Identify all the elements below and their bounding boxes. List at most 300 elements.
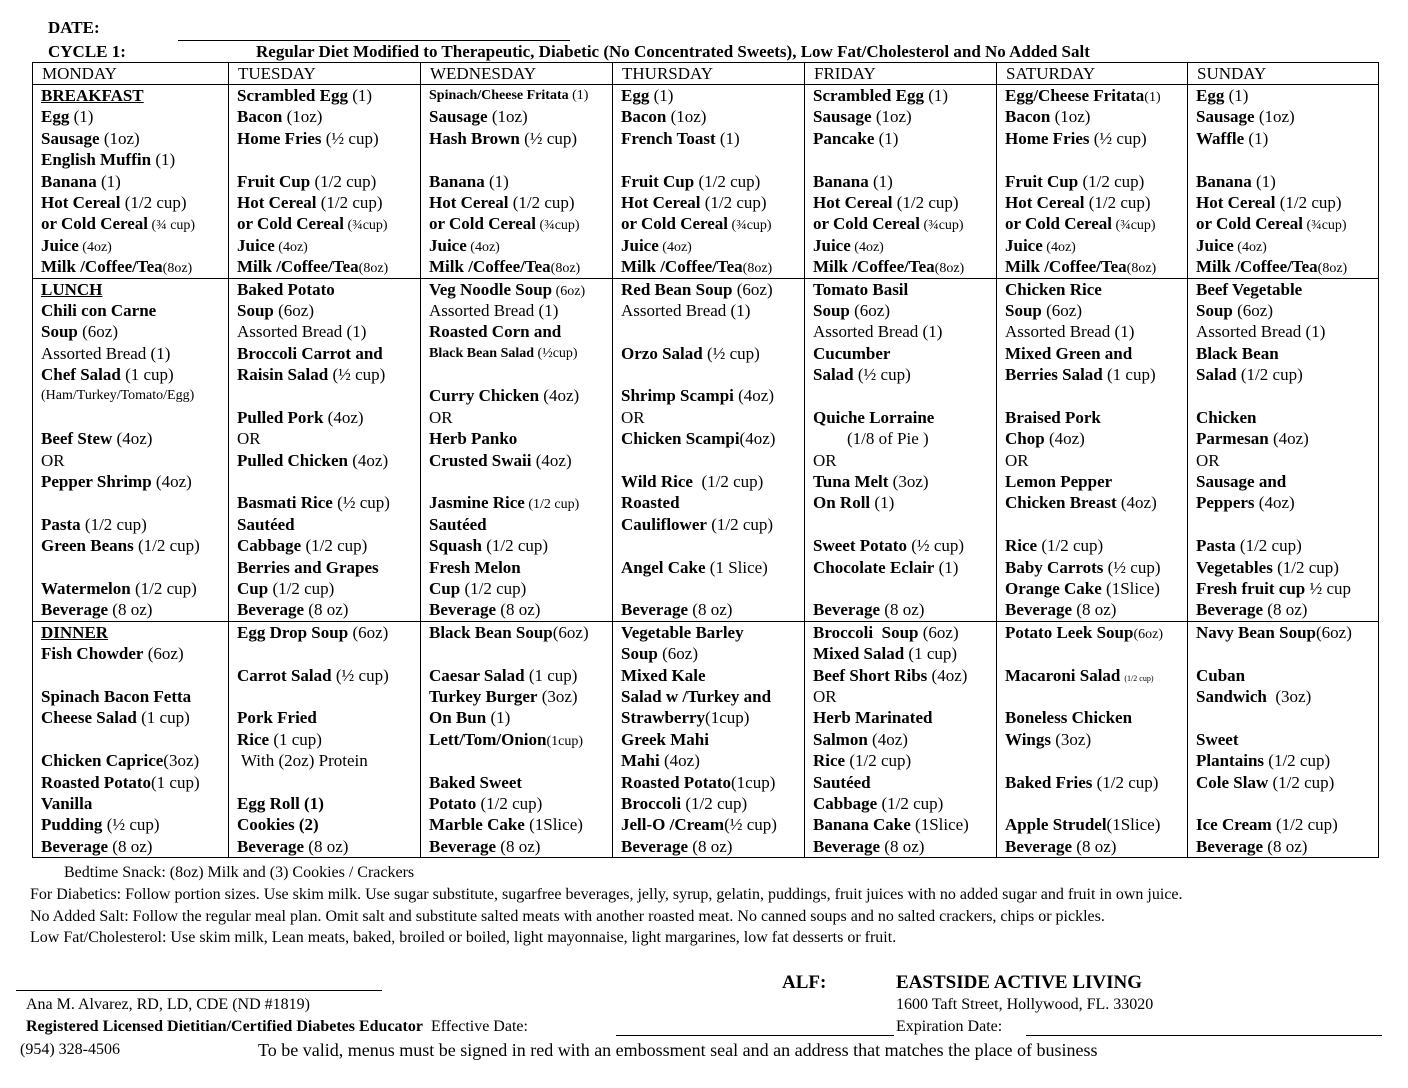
item-portion: (1/2 cup) bbox=[1264, 751, 1331, 771]
item-name: OR bbox=[41, 450, 65, 470]
item-portion: (6oz) bbox=[77, 322, 118, 342]
menu-item bbox=[621, 407, 804, 428]
item-name: or Cold Cereal bbox=[1005, 214, 1113, 234]
menu-item bbox=[621, 707, 804, 728]
menu-item bbox=[1005, 428, 1187, 449]
bedtime-snack-note: Bedtime Snack: (8oz) Milk and (3) Cookies / Crackers bbox=[64, 864, 415, 881]
day-header: MONDAY bbox=[33, 63, 229, 85]
no-added-salt-note: No Added Salt: Follow the regular meal plan. Omit salt and substitute salted meats with another roasted meat. No canned soups and no salted crackers, chips or pickles. bbox=[30, 908, 1105, 925]
item-name: Quiche Lorraine bbox=[813, 407, 935, 427]
menu-item bbox=[1196, 213, 1378, 234]
item-portion: (1/2 cup) bbox=[1084, 192, 1151, 212]
item-portion: (1/2 cup) bbox=[310, 171, 377, 191]
menu-item bbox=[621, 128, 804, 149]
item-name: Broccoli Carrot and bbox=[237, 343, 383, 363]
item-portion: (1cup) bbox=[546, 733, 583, 749]
item-portion: (4oz) bbox=[659, 751, 700, 771]
menu-item bbox=[1196, 128, 1378, 149]
menu-item bbox=[237, 428, 420, 449]
menu-item bbox=[813, 149, 996, 170]
menu-item bbox=[621, 535, 804, 556]
menu-item bbox=[1196, 492, 1378, 513]
menu-item bbox=[237, 793, 420, 814]
item-name: Cabbage bbox=[813, 793, 878, 813]
menu-item bbox=[237, 686, 420, 707]
item-portion: (1/2 cup) bbox=[694, 171, 761, 191]
item-name: Baked Sweet bbox=[429, 772, 523, 792]
item-name: (Ham/Turkey/Tomato/Egg) bbox=[41, 388, 195, 404]
menu-item bbox=[813, 599, 996, 620]
dietitian-name: Ana M. Alvarez, RD, LD, CDE (ND #1819) bbox=[26, 996, 310, 1013]
item-portion: (1Slice) bbox=[910, 815, 969, 835]
item-name: Caesar Salad bbox=[429, 665, 525, 685]
menu-item bbox=[1005, 686, 1187, 707]
item-name: Scrambled Egg bbox=[813, 86, 924, 105]
menu-item bbox=[429, 171, 612, 192]
item-name: or Cold Cereal bbox=[237, 214, 345, 234]
menu-item bbox=[41, 557, 228, 578]
item-name: Macaroni Salad bbox=[1005, 665, 1121, 685]
item-name: Beverage bbox=[621, 836, 689, 856]
item-portion: (1/2 cup) bbox=[133, 536, 200, 556]
item-portion: (½ cup) bbox=[321, 128, 379, 148]
menu-item bbox=[41, 665, 228, 686]
menu-item bbox=[237, 171, 420, 192]
breakfast-cell bbox=[997, 85, 1188, 279]
item-name: Berries and Grapes bbox=[237, 557, 379, 577]
item-name: Black Bean Soup bbox=[429, 622, 553, 642]
item-portion: (1) bbox=[96, 171, 121, 191]
item-name: English Muffin bbox=[41, 150, 152, 170]
lunch-cell bbox=[997, 278, 1188, 621]
item-name: Shrimp Scampi bbox=[621, 386, 734, 406]
item-portion: (1) bbox=[715, 128, 740, 148]
menu-item bbox=[237, 407, 420, 428]
item-portion: (¾ cup) bbox=[148, 218, 196, 234]
item-portion: (8oz) bbox=[934, 261, 965, 277]
meal-heading bbox=[41, 279, 228, 300]
menu-item bbox=[813, 665, 996, 686]
menu-item bbox=[621, 149, 804, 170]
item-portion: (1/2 cup) bbox=[508, 192, 575, 212]
menu-item bbox=[41, 836, 228, 857]
item-name: Beverage bbox=[1196, 600, 1264, 620]
menu-item bbox=[813, 622, 996, 643]
item-name: OR bbox=[1196, 450, 1220, 470]
menu-item bbox=[429, 235, 612, 256]
item-portion: (4oz) bbox=[927, 665, 968, 685]
item-name: Scrambled Egg bbox=[237, 86, 348, 105]
item-portion: (1 cup) bbox=[904, 644, 958, 664]
item-portion: (4oz) bbox=[274, 239, 308, 255]
item-portion: (1) bbox=[1224, 86, 1249, 105]
menu-item bbox=[1005, 514, 1187, 535]
menu-item bbox=[1196, 385, 1378, 406]
item-name: Beef Short Ribs bbox=[813, 665, 928, 685]
menu-item bbox=[429, 686, 612, 707]
item-name: Hot Cereal bbox=[621, 192, 701, 212]
item-portion: (8 oz) bbox=[1072, 836, 1117, 856]
item-portion: (1/2 cup) bbox=[476, 793, 543, 813]
item-portion: (1/2 cup) bbox=[120, 192, 187, 212]
item-portion: (½ cup) bbox=[702, 343, 760, 363]
item-name: Juice bbox=[1005, 235, 1043, 255]
menu-item bbox=[41, 128, 228, 149]
menu-item bbox=[621, 364, 804, 385]
item-name: Sausage bbox=[813, 107, 872, 127]
menu-item bbox=[1196, 235, 1378, 256]
item-portion: (8 oz) bbox=[304, 600, 349, 620]
menu-item bbox=[813, 171, 996, 192]
item-name: Crusted Swaii bbox=[429, 450, 532, 470]
item-portion: (8 oz) bbox=[1072, 600, 1117, 620]
menu-item bbox=[1005, 729, 1187, 750]
menu-item bbox=[237, 149, 420, 170]
item-portion: (1Slice) bbox=[1106, 815, 1161, 835]
item-portion: (1) bbox=[568, 88, 589, 103]
menu-item bbox=[1196, 343, 1378, 364]
lunch-cell bbox=[421, 278, 613, 621]
menu-item bbox=[621, 471, 804, 492]
item-portion: (4oz) bbox=[1254, 493, 1295, 513]
item-portion: (6oz) bbox=[849, 300, 890, 320]
menu-item bbox=[429, 471, 612, 492]
item-portion: (3oz) bbox=[1051, 729, 1092, 749]
item-portion: (1cup) bbox=[731, 772, 776, 792]
item-portion: (8 oz) bbox=[688, 600, 733, 620]
item-portion: (3oz) bbox=[163, 751, 200, 771]
item-portion: (1) bbox=[69, 107, 94, 127]
breakfast-cell bbox=[229, 85, 421, 279]
item-portion: (½ cup) bbox=[906, 536, 965, 556]
item-name: Milk /Coffee/Tea bbox=[621, 257, 743, 277]
item-name: Greek Mahi bbox=[621, 729, 709, 749]
item-name: Pulled Pork bbox=[237, 407, 324, 427]
effective-date-line bbox=[616, 1035, 894, 1036]
menu-item bbox=[429, 729, 612, 750]
menu-item bbox=[237, 599, 420, 620]
item-name: Soup bbox=[813, 300, 850, 320]
item-portion: (6oz) bbox=[657, 644, 698, 664]
menu-item bbox=[237, 665, 420, 686]
item-name: Sautéed bbox=[429, 514, 487, 534]
item-portion: (1/2 cup) bbox=[1272, 557, 1339, 577]
item-name: Parmesan bbox=[1196, 429, 1269, 449]
item-name: Sautéed bbox=[237, 514, 295, 534]
item-portion: (4oz) bbox=[78, 239, 112, 255]
menu-item bbox=[1005, 106, 1187, 127]
item-name: Beverage bbox=[1196, 836, 1264, 856]
item-name: Chicken Caprice bbox=[41, 751, 164, 771]
item-name: Veg Noodle Soup bbox=[429, 279, 553, 299]
menu-item bbox=[429, 665, 612, 686]
menu-item bbox=[41, 343, 228, 364]
item-name: Chef Salad bbox=[41, 365, 121, 385]
menu-item bbox=[813, 407, 996, 428]
item-portion: (1/2 cup) bbox=[268, 578, 335, 598]
item-name: OR bbox=[429, 407, 453, 427]
item-name: Cabbage bbox=[237, 536, 302, 556]
item-name: LUNCH bbox=[41, 279, 103, 299]
dinner-cell bbox=[33, 621, 229, 857]
menu-item bbox=[1005, 85, 1187, 106]
item-name: or Cold Cereal bbox=[1196, 214, 1304, 234]
diabetics-note: For Diabetics: Follow portion sizes. Use skim milk. Use sugar substitute, sugarfree beverages, jelly, syrup, gelatin, puddings, fruit juices with no added sugar and fruit in own juice. bbox=[30, 886, 1183, 903]
menu-item bbox=[237, 256, 420, 277]
lunch-row bbox=[33, 278, 1379, 621]
menu-item bbox=[41, 192, 228, 213]
menu-item bbox=[1005, 772, 1187, 793]
menu-item bbox=[429, 514, 612, 535]
item-portion: (1Slice) bbox=[524, 815, 583, 835]
menu-item bbox=[1005, 385, 1187, 406]
menu-item bbox=[621, 643, 804, 664]
menu-item bbox=[813, 450, 996, 471]
menu-item bbox=[429, 492, 612, 513]
signature-line bbox=[16, 990, 382, 991]
menu-item bbox=[41, 814, 228, 835]
item-name: Assorted Bread (1) bbox=[1196, 322, 1326, 342]
menu-item bbox=[237, 300, 420, 321]
item-portion: (¾cup) bbox=[536, 218, 580, 234]
item-name: Fresh fruit cup bbox=[1196, 578, 1306, 598]
item-name: Beverage bbox=[621, 600, 689, 620]
item-portion: (1/2 cup) bbox=[706, 514, 774, 534]
item-name: Cucumber bbox=[813, 343, 891, 363]
item-name: Salad w /Turkey and bbox=[621, 686, 772, 706]
item-portion: (1) bbox=[486, 708, 511, 728]
menu-item bbox=[813, 514, 996, 535]
item-name: Hot Cereal bbox=[813, 192, 893, 212]
menu-item bbox=[621, 321, 804, 342]
menu-item bbox=[41, 213, 228, 234]
validity-statement: To be valid, menus must be signed in red with an embossment seal and an address that matches the place of business bbox=[258, 1040, 1098, 1060]
item-portion: (4oz) bbox=[867, 729, 908, 749]
menu-item bbox=[1005, 643, 1187, 664]
item-portion: (1/2 cup) bbox=[460, 578, 527, 598]
item-name: Fresh Melon bbox=[429, 557, 521, 577]
item-portion: (1/2 cup) bbox=[1120, 673, 1154, 683]
item-name: Roasted Potato bbox=[621, 772, 732, 792]
item-name: Curry Chicken bbox=[429, 386, 540, 406]
menu-item bbox=[1196, 557, 1378, 578]
item-name: Wild Rice bbox=[621, 472, 693, 492]
breakfast-cell bbox=[805, 85, 997, 279]
menu-item bbox=[237, 772, 420, 793]
item-name: Beverage bbox=[41, 600, 109, 620]
menu-item bbox=[41, 428, 228, 449]
menu-item bbox=[1005, 235, 1187, 256]
menu-item bbox=[429, 772, 612, 793]
menu-item bbox=[621, 622, 804, 643]
menu-item bbox=[813, 85, 996, 106]
item-name: Marble Cake bbox=[429, 815, 525, 835]
menu-item bbox=[429, 385, 612, 406]
menu-item bbox=[813, 428, 996, 449]
item-name: Raisin Salad bbox=[237, 365, 329, 385]
menu-item bbox=[429, 535, 612, 556]
item-name: Red Bean Soup bbox=[621, 279, 733, 299]
menu-item bbox=[237, 343, 420, 364]
item-name: Assorted Bread (1) bbox=[1005, 322, 1135, 342]
menu-item bbox=[1196, 149, 1378, 170]
menu-item bbox=[1196, 686, 1378, 707]
item-portion: (1oz) bbox=[871, 107, 912, 127]
item-name: Banana bbox=[1196, 171, 1252, 191]
item-portion: (1/2 cup) bbox=[1236, 365, 1303, 385]
lunch-cell bbox=[229, 278, 421, 621]
menu-item bbox=[813, 321, 996, 342]
item-portion: (4oz) bbox=[733, 386, 775, 406]
item-portion: (1 cup) bbox=[151, 772, 200, 792]
item-portion: (8 oz) bbox=[108, 836, 153, 856]
item-portion: (3oz) bbox=[1266, 686, 1312, 706]
item-name: Bacon bbox=[237, 107, 283, 127]
item-name: Watermelon bbox=[41, 578, 131, 598]
menu-item bbox=[237, 514, 420, 535]
menu-item bbox=[429, 578, 612, 599]
menu-item bbox=[621, 729, 804, 750]
item-portion: (4oz) bbox=[1042, 239, 1076, 255]
item-portion: (1) bbox=[934, 557, 959, 577]
menu-item bbox=[1005, 793, 1187, 814]
menu-item bbox=[1196, 192, 1378, 213]
item-name: Spinach/Cheese Fritata bbox=[429, 88, 569, 103]
item-name: Mixed Kale bbox=[621, 665, 706, 685]
menu-item bbox=[621, 557, 804, 578]
item-portion: (8oz) bbox=[1317, 261, 1348, 277]
menu-item bbox=[237, 643, 420, 664]
menu-item bbox=[41, 772, 228, 793]
item-name: Herb Panko bbox=[429, 429, 518, 449]
menu-item bbox=[41, 385, 228, 406]
menu-item bbox=[813, 492, 996, 513]
item-portion: (1 cup) bbox=[1102, 365, 1156, 385]
menu-item bbox=[1005, 492, 1187, 513]
menu-item bbox=[1196, 793, 1378, 814]
item-portion: (4oz) bbox=[323, 407, 364, 427]
item-name: Beverage bbox=[429, 600, 497, 620]
item-name: Assorted Bread (1) bbox=[41, 343, 171, 363]
item-name: Chicken Rice bbox=[1005, 279, 1102, 299]
item-portion: (1) bbox=[151, 150, 176, 170]
menu-item bbox=[1005, 450, 1187, 471]
item-portion: (1/2 cup) bbox=[1271, 815, 1338, 835]
item-name: Hash Brown bbox=[429, 128, 520, 148]
item-name: Wings bbox=[1005, 729, 1051, 749]
item-name: Sautéed bbox=[813, 772, 871, 792]
item-name: Egg bbox=[1196, 86, 1225, 105]
dinner-cell bbox=[613, 621, 805, 857]
item-portion: (1/2 cup) bbox=[1268, 772, 1335, 792]
menu-item bbox=[41, 171, 228, 192]
item-portion: (1/2 cup) bbox=[1275, 192, 1342, 212]
menu-item bbox=[1196, 85, 1378, 106]
item-portion: (1oz) bbox=[666, 107, 707, 127]
dinner-cell bbox=[997, 621, 1188, 857]
day-header: WEDNESDAY bbox=[421, 63, 613, 85]
item-portion: (8 oz) bbox=[108, 600, 153, 620]
item-name: Cole Slaw bbox=[1196, 772, 1269, 792]
item-portion: (1) bbox=[1144, 90, 1161, 105]
menu-item bbox=[237, 106, 420, 127]
item-name: Beverage bbox=[813, 836, 881, 856]
item-name: Egg Roll (1) bbox=[237, 793, 324, 813]
menu-item bbox=[429, 750, 612, 771]
item-portion: (6oz) bbox=[1232, 300, 1273, 320]
item-name: Peppers bbox=[1196, 493, 1255, 513]
item-portion: (1) bbox=[484, 171, 509, 191]
menu-item bbox=[1196, 106, 1378, 127]
item-name: OR bbox=[813, 450, 837, 470]
menu-item bbox=[429, 213, 612, 234]
item-portion: (4oz) bbox=[1233, 239, 1267, 255]
item-portion: (1/2 cup) bbox=[681, 793, 748, 813]
menu-item bbox=[237, 707, 420, 728]
menu-item bbox=[1196, 599, 1378, 620]
item-name: Juice bbox=[813, 235, 851, 255]
menu-item bbox=[429, 364, 612, 385]
item-name: Sandwich bbox=[1196, 686, 1267, 706]
menu-item bbox=[41, 235, 228, 256]
item-portion: (1 cup) bbox=[136, 708, 190, 728]
item-portion: (8 oz) bbox=[1263, 600, 1308, 620]
menu-item bbox=[621, 772, 804, 793]
item-name: Beverage bbox=[1005, 836, 1073, 856]
menu-item bbox=[813, 364, 996, 385]
item-portion: (1) bbox=[1244, 128, 1269, 148]
menu-item bbox=[1005, 343, 1187, 364]
item-name: Lemon Pepper bbox=[1005, 472, 1113, 492]
menu-item bbox=[1196, 750, 1378, 771]
menu-item bbox=[1196, 450, 1378, 471]
menu-item bbox=[621, 106, 804, 127]
item-portion: (1) bbox=[649, 86, 674, 105]
item-portion: (1/2 cup) bbox=[1092, 772, 1159, 792]
item-name: OR bbox=[237, 429, 261, 449]
item-portion: (¾cup) bbox=[920, 218, 964, 234]
item-name: (1/8 of Pie ) bbox=[813, 429, 929, 449]
menu-item bbox=[813, 772, 996, 793]
item-name: Apple Strudel bbox=[1005, 815, 1107, 835]
item-name: or Cold Cereal bbox=[813, 214, 921, 234]
item-name: Milk /Coffee/Tea bbox=[1005, 257, 1127, 277]
item-name: Bacon bbox=[621, 107, 667, 127]
day-header-row bbox=[33, 63, 1379, 85]
menu-item bbox=[1005, 836, 1187, 857]
item-name: Pasta bbox=[1196, 536, 1236, 556]
menu-item bbox=[813, 535, 996, 556]
item-name: Hot Cereal bbox=[1005, 192, 1085, 212]
item-portion: (¾cup) bbox=[728, 218, 772, 234]
item-portion: (4oz) bbox=[112, 429, 153, 449]
menu-item bbox=[1005, 750, 1187, 771]
item-name: Soup bbox=[621, 644, 658, 664]
menu-item bbox=[429, 106, 612, 127]
effective-date-label: Effective Date: bbox=[430, 1018, 528, 1035]
item-portion: (1/2 cup) bbox=[524, 497, 580, 513]
item-name: Black Bean Salad bbox=[429, 345, 535, 361]
menu-item bbox=[237, 836, 420, 857]
menu-item bbox=[621, 192, 804, 213]
menu-item bbox=[1005, 622, 1187, 643]
item-portion: (4oz) bbox=[658, 239, 692, 255]
menu-item bbox=[41, 149, 228, 170]
menu-item bbox=[429, 836, 612, 857]
menu-item bbox=[813, 300, 996, 321]
item-portion: (1/2 cup) bbox=[845, 751, 912, 771]
menu-item bbox=[813, 235, 996, 256]
